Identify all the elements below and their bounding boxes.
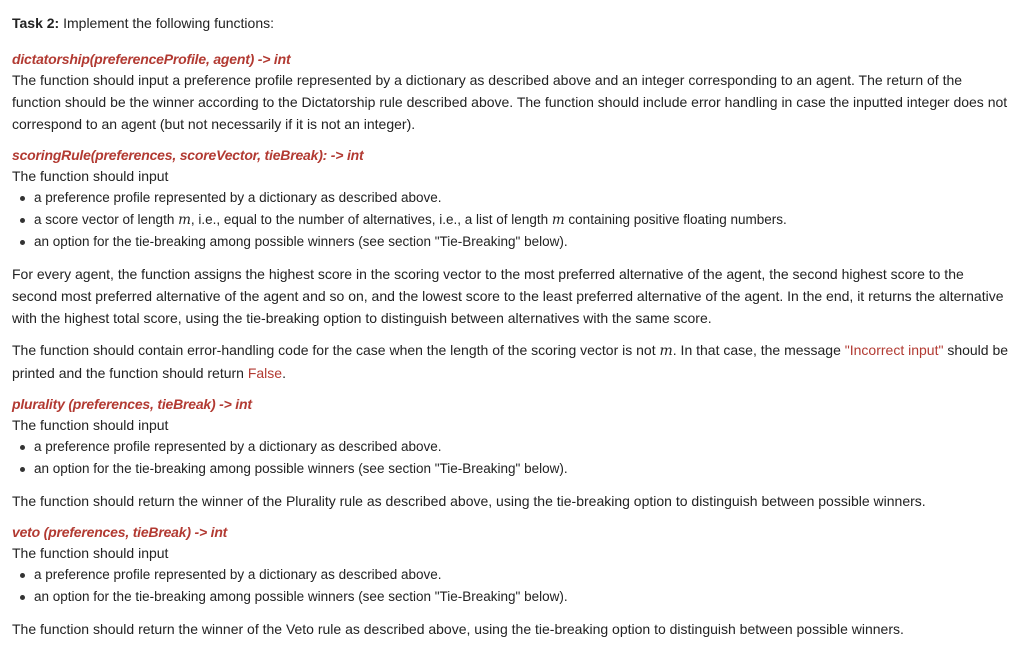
bullet-icon: [20, 467, 25, 472]
scoring-rule-behavior: For every agent, the function assigns the highest score in the scoring vector to the most preferred alternative of the agent, the second highest score to the second most preferred alternative of the agent and so on, and the lowest score to the least preferred alternative of the agent. In the end, it returns the alternative with the highest total score, using the tie-breaking option to distinguish between alternatives with the same score.: [12, 266, 1004, 326]
scoring-rule-signature: scoringRule(preferences, scoreVector, tieBreak): -> int: [12, 147, 364, 163]
list-item: [12, 187, 1012, 209]
text-span: should be printed and the function should return: [12, 342, 1009, 381]
bullet-icon: [20, 218, 25, 223]
bullet-icon: [20, 240, 25, 245]
list-item-text: an option for the tie-breaking among possible winners (see section "Tie-Breaking" below).: [34, 589, 568, 604]
list-item-text: , i.e., equal to the number of alternatives, i.e., a list of length: [190, 212, 552, 227]
list-item: [12, 231, 1012, 253]
task-text: Implement the following functions:: [59, 15, 274, 31]
dictatorship-signature: dictatorship(preferenceProfile, agent) -> int: [12, 51, 291, 67]
bullet-icon: [20, 445, 25, 450]
veto-signature: veto (preferences, tieBreak) -> int: [12, 524, 228, 540]
plurality-inputs: [12, 436, 1012, 480]
scoring-rule-intro: The function should input: [12, 168, 169, 184]
plurality-section: [12, 394, 1012, 512]
plurality-return: The function should return the winner of the Plurality rule as described above, using the tie-breaking option to distinguish between possible winners.: [12, 493, 926, 509]
task-label: Task 2:: [12, 15, 60, 31]
bullet-icon: [20, 595, 25, 600]
scoring-rule-inputs: [12, 187, 1012, 253]
text-span: The function should contain error-handling code for the case when the length of the scoring vector is not: [12, 342, 660, 358]
bullet-icon: [20, 573, 25, 578]
plurality-signature: plurality (preferences, tieBreak) -> int: [12, 396, 252, 412]
false-literal: False: [247, 365, 283, 381]
text-span: .: [282, 365, 286, 381]
list-item-text: a preference profile represented by a dictionary as described above.: [34, 190, 442, 205]
math-variable-m: m: [551, 212, 565, 228]
veto-inputs: [12, 564, 1012, 608]
list-item-text: a preference profile represented by a dictionary as described above.: [34, 567, 442, 582]
list-item: [12, 564, 1012, 586]
text-span: . In that case, the message: [672, 342, 845, 358]
veto-section: [12, 522, 1012, 640]
bullet-icon: [20, 196, 25, 201]
scoring-rule-error-handling: [12, 339, 1012, 384]
dictatorship-description: The function should input a preference profile represented by a dictionary as described above and an integer corresponding to an agent. The return of the function should be the winner according to the Dictatorship rule described above. The function should include error handling in case the inputted integer does not correspond to an agent (but not necessarily if it is not an integer).: [12, 72, 1008, 132]
task-heading: [12, 13, 1012, 33]
scoring-rule-section: [12, 145, 1012, 384]
error-message-literal: "Incorrect input": [844, 342, 944, 358]
list-item-text: a score vector of length: [34, 212, 179, 227]
list-item: [12, 436, 1012, 458]
list-item: [12, 458, 1012, 480]
list-item-text: an option for the tie-breaking among possible winners (see section "Tie-Breaking" below).: [34, 234, 568, 249]
list-item: [12, 586, 1012, 608]
math-variable-m: m: [178, 212, 191, 228]
plurality-intro: The function should input: [12, 417, 169, 433]
list-item: [12, 209, 1012, 231]
dictatorship-section: [12, 49, 1012, 135]
veto-return: The function should return the winner of the Veto rule as described above, using the tie-breaking option to distinguish between possible winners.: [12, 621, 904, 637]
math-variable-m: m: [659, 343, 673, 359]
list-item-text: containing positive floating numbers.: [564, 212, 787, 227]
veto-intro: The function should input: [12, 545, 169, 561]
list-item-text: an option for the tie-breaking among possible winners (see section "Tie-Breaking" below).: [34, 461, 568, 476]
list-item-text: a preference profile represented by a dictionary as described above.: [34, 439, 442, 454]
